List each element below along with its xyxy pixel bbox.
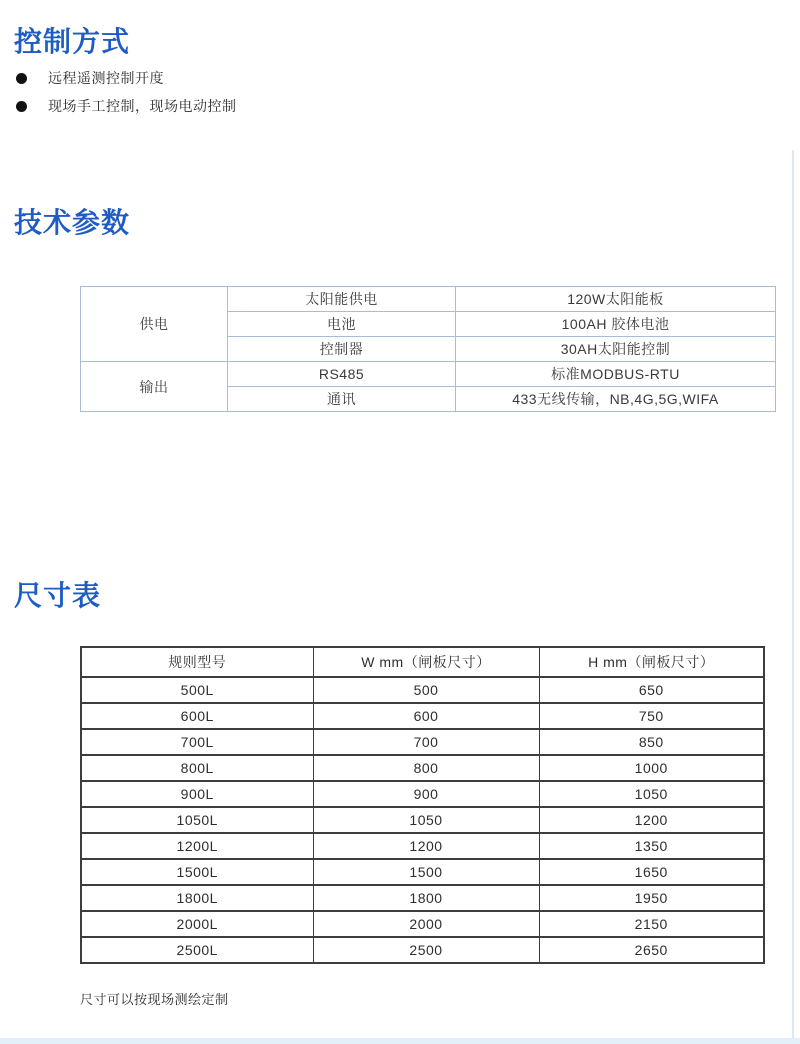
table-cell: 2500: [313, 937, 539, 963]
tech-param-value: 30AH太阳能控制: [456, 337, 776, 362]
table-cell: 1800L: [81, 885, 313, 911]
page-bottom-strip: [0, 1038, 800, 1044]
control-method-heading: 控制方式: [14, 26, 131, 57]
tech-param-value: 433无线传输，NB,4G,5G,WIFA: [456, 387, 776, 412]
table-row: [81, 781, 764, 807]
table-cell: 700L: [81, 729, 313, 755]
size-table: [80, 646, 765, 964]
table-cell: 900L: [81, 781, 313, 807]
table-cell: 1000: [539, 755, 764, 781]
table-cell: 1050: [539, 781, 764, 807]
size-table-body: [81, 677, 764, 963]
table-row: [81, 755, 764, 781]
table-cell: 1350: [539, 833, 764, 859]
table-cell: 800L: [81, 755, 313, 781]
table-cell: 650: [539, 677, 764, 703]
bullet-icon: [16, 101, 27, 112]
list-item: [16, 64, 237, 92]
table-row: [81, 807, 764, 833]
table-row: [81, 729, 764, 755]
table-cell: 2500L: [81, 937, 313, 963]
table-cell: 2650: [539, 937, 764, 963]
column-header-model: 规则型号: [81, 647, 313, 677]
table-cell: 600: [313, 703, 539, 729]
table-cell: 1800: [313, 885, 539, 911]
tech-param-name: RS485: [228, 362, 456, 387]
table-cell: 2000: [313, 911, 539, 937]
table-cell: 500: [313, 677, 539, 703]
table-row: [81, 911, 764, 937]
bullet-text: 现场手工控制，现场电动控制: [48, 98, 237, 114]
tech-params-heading: 技术参数: [14, 207, 131, 238]
page-edge-line: [792, 150, 794, 1044]
tech-group-label-output: 输出: [81, 362, 228, 412]
table-cell: 800: [313, 755, 539, 781]
custom-size-note: 尺寸可以按现场测绘定制: [80, 992, 229, 1007]
table-cell: 1200L: [81, 833, 313, 859]
table-cell: 900: [313, 781, 539, 807]
table-cell: 2000L: [81, 911, 313, 937]
table-row: [81, 885, 764, 911]
table-cell: 600L: [81, 703, 313, 729]
table-cell: 1650: [539, 859, 764, 885]
tech-group-label-power: 供电: [81, 287, 228, 362]
column-header-height: H mm（闸板尺寸）: [539, 647, 764, 677]
table-row: [81, 703, 764, 729]
table-cell: 1500: [313, 859, 539, 885]
size-table-heading: 尺寸表: [14, 580, 102, 611]
table-row: [81, 859, 764, 885]
tech-param-name: 通讯: [228, 387, 456, 412]
table-cell: 500L: [81, 677, 313, 703]
bullet-icon: [16, 73, 27, 84]
table-cell: 1050: [313, 807, 539, 833]
table-cell: 850: [539, 729, 764, 755]
table-header-row: [81, 647, 764, 677]
column-header-width: W mm（闸板尺寸）: [313, 647, 539, 677]
table-row: [81, 362, 776, 387]
table-row: [81, 677, 764, 703]
table-cell: 1500L: [81, 859, 313, 885]
table-row: [81, 833, 764, 859]
tech-param-value: 标准MODBUS-RTU: [456, 362, 776, 387]
table-cell: 1050L: [81, 807, 313, 833]
bullet-text: 远程遥测控制开度: [48, 70, 164, 86]
list-item: [16, 92, 237, 120]
table-cell: 1200: [539, 807, 764, 833]
table-row: [81, 287, 776, 312]
tech-param-value: 100AH 胶体电池: [456, 312, 776, 337]
control-method-list: [16, 64, 237, 120]
tech-param-value: 120W太阳能板: [456, 287, 776, 312]
tech-params-table: [80, 286, 776, 412]
table-cell: 1950: [539, 885, 764, 911]
tech-param-name: 控制器: [228, 337, 456, 362]
table-cell: 2150: [539, 911, 764, 937]
tech-param-name: 太阳能供电: [228, 287, 456, 312]
table-cell: 1200: [313, 833, 539, 859]
table-row: [81, 937, 764, 963]
table-cell: 700: [313, 729, 539, 755]
table-cell: 750: [539, 703, 764, 729]
tech-param-name: 电池: [228, 312, 456, 337]
